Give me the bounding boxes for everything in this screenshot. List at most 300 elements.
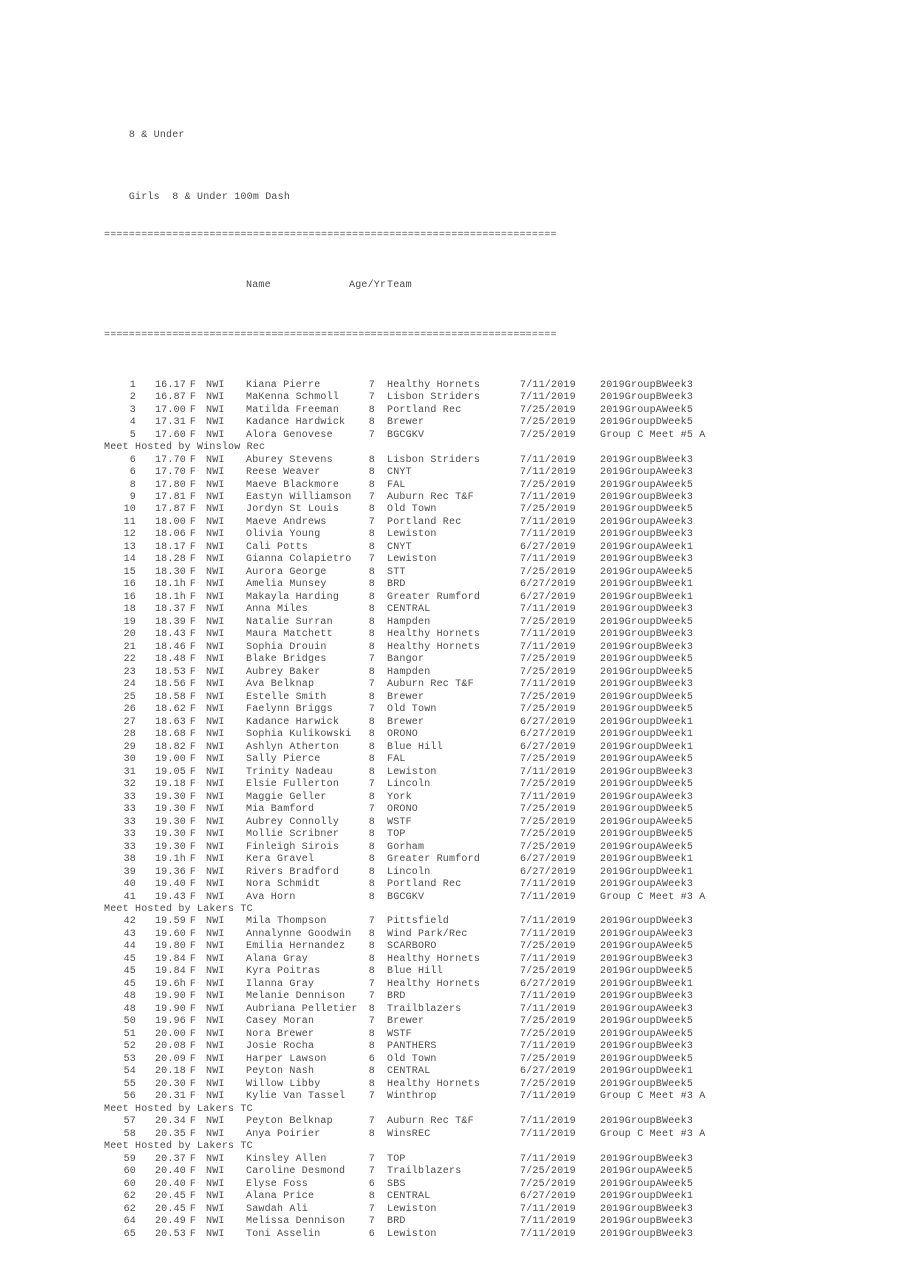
cell-wind: NWI xyxy=(206,1203,225,1215)
cell-meet: 2019GroupBWeek3 xyxy=(600,1203,694,1215)
cell-place: 26 xyxy=(123,704,136,716)
cell-team: Lisbon Striders xyxy=(387,392,481,404)
cell-flag: F xyxy=(189,604,197,616)
cell-date: 7/25/2019 xyxy=(520,417,576,429)
cell-meet: 2019GroupBWeek3 xyxy=(600,1041,694,1053)
table-row xyxy=(104,792,804,804)
table-row xyxy=(104,1041,804,1053)
cell-wind: NWI xyxy=(206,1091,225,1103)
cell-date: 7/25/2019 xyxy=(520,1078,576,1090)
cell-athlete-name: Natalie Surran xyxy=(246,616,333,628)
cell-athlete-name: Sawdah Ali xyxy=(246,1203,309,1215)
cell-athlete-name: Sally Pierce xyxy=(246,754,321,766)
cell-mark: 20.45 xyxy=(154,1191,186,1203)
cell-age: 8 xyxy=(368,629,375,641)
cell-wind: NWI xyxy=(206,841,225,853)
cell-athlete-name: Harper Lawson xyxy=(246,1053,327,1065)
cell-flag: F xyxy=(189,591,197,603)
cell-team: Winthrop xyxy=(387,1091,437,1103)
cell-age: 8 xyxy=(368,1128,375,1140)
cell-meet: 2019GroupBWeek3 xyxy=(600,679,694,691)
cell-mark: 19.43 xyxy=(154,891,186,903)
cell-mark: 18.46 xyxy=(154,641,186,653)
cell-team: Brewer xyxy=(387,1016,425,1028)
table-row xyxy=(104,529,804,541)
cell-date: 7/11/2019 xyxy=(520,641,576,653)
cell-athlete-name: Olivia Young xyxy=(246,529,321,541)
cell-athlete-name: Faelynn Briggs xyxy=(246,704,333,716)
cell-mark: 19.96 xyxy=(154,1016,186,1028)
cell-age: 7 xyxy=(368,804,375,816)
table-row xyxy=(104,1091,804,1103)
cell-meet: 2019GroupAWeek5 xyxy=(600,1028,694,1040)
cell-age: 8 xyxy=(368,529,375,541)
cell-meet: 2019GroupDWeek3 xyxy=(600,916,694,928)
cell-wind: NWI xyxy=(206,392,225,404)
cell-flag: F xyxy=(189,766,197,778)
cell-place: 11 xyxy=(123,516,136,528)
table-row xyxy=(104,417,804,429)
cell-flag: F xyxy=(189,666,197,678)
cell-athlete-name: MaKenna Schmoll xyxy=(246,392,340,404)
table-row xyxy=(104,854,804,866)
cell-team: CNYT xyxy=(387,541,412,553)
table-row xyxy=(104,492,804,504)
cell-mark: 17.70 xyxy=(154,467,186,479)
table-row xyxy=(104,966,804,978)
table-row xyxy=(104,592,804,604)
cell-mark: 17.00 xyxy=(154,404,186,416)
table-row xyxy=(104,629,804,641)
cell-date: 7/25/2019 xyxy=(520,754,576,766)
table-row xyxy=(104,867,804,879)
cell-wind: NWI xyxy=(206,1191,225,1203)
cell-athlete-name: Emilia Hernandez xyxy=(246,941,346,953)
cell-age: 7 xyxy=(368,492,375,503)
table-row xyxy=(104,667,804,679)
table-row xyxy=(104,504,804,516)
cell-mark: 20.09 xyxy=(154,1053,186,1065)
cell-date: 7/11/2019 xyxy=(520,1153,576,1165)
cell-wind: NWI xyxy=(206,1066,225,1078)
cell-place: 60 xyxy=(123,1178,136,1190)
cell-date: 6/27/2019 xyxy=(520,854,576,866)
cell-mark: 18.00 xyxy=(154,516,186,528)
cell-athlete-name: Kyra Poitras xyxy=(246,966,321,978)
cell-flag: F xyxy=(189,492,197,503)
cell-place: 15 xyxy=(123,566,136,578)
cell-mark: 19.6h xyxy=(154,978,186,990)
cell-wind: NWI xyxy=(206,579,225,591)
cell-wind: NWI xyxy=(206,1128,225,1140)
cell-place: 3 xyxy=(129,404,136,416)
cell-date: 7/25/2019 xyxy=(520,779,576,791)
cell-athlete-name: Gianna Colapietro xyxy=(246,554,352,566)
cell-place: 4 xyxy=(129,417,136,429)
cell-age: 8 xyxy=(368,841,375,853)
cell-team: Trailblazers xyxy=(387,1003,462,1015)
cell-meet: 2019GroupBWeek5 xyxy=(600,829,694,841)
cell-flag: F xyxy=(189,879,197,891)
column-header-name: Name xyxy=(246,279,271,291)
cell-athlete-name: Aburey Stevens xyxy=(246,454,333,466)
cell-date: 7/25/2019 xyxy=(520,1016,576,1028)
cell-athlete-name: Peyton Nash xyxy=(246,1066,315,1078)
cell-age: 7 xyxy=(368,1153,375,1165)
table-row xyxy=(104,392,804,404)
cell-wind: NWI xyxy=(206,679,225,691)
cell-mark: 18.39 xyxy=(154,616,186,628)
cell-meet: 2019GroupAWeek5 xyxy=(600,841,694,853)
cell-place: 18 xyxy=(123,604,136,616)
table-row xyxy=(104,817,804,829)
cell-meet: 2019GroupBWeek1 xyxy=(600,591,694,603)
table-row xyxy=(104,1216,804,1228)
cell-wind: NWI xyxy=(206,666,225,678)
cell-age: 6 xyxy=(368,1178,375,1190)
cell-place: 31 xyxy=(123,766,136,778)
cell-team: SCARBORO xyxy=(387,941,437,953)
cell-wind: NWI xyxy=(206,654,225,666)
cell-age: 8 xyxy=(368,1028,375,1040)
cell-meet: 2019GroupDWeek1 xyxy=(600,866,694,878)
cell-wind: NWI xyxy=(206,492,225,503)
table-row xyxy=(104,717,804,729)
cell-date: 6/27/2019 xyxy=(520,978,576,990)
cell-flag: F xyxy=(189,1003,197,1015)
cell-age: 7 xyxy=(368,679,375,691)
cell-mark: 20.40 xyxy=(154,1166,186,1178)
cell-date: 7/25/2019 xyxy=(520,429,576,441)
cell-date: 7/25/2019 xyxy=(520,566,576,578)
cell-date: 7/11/2019 xyxy=(520,454,576,466)
cell-date: 6/27/2019 xyxy=(520,716,576,728)
cell-place: 39 xyxy=(123,866,136,878)
cell-date: 7/11/2019 xyxy=(520,1003,576,1015)
table-row xyxy=(104,929,804,941)
cell-meet: 2019GroupBWeek3 xyxy=(600,529,694,541)
cell-meet: 2019GroupDWeek5 xyxy=(600,966,694,978)
cell-age: 8 xyxy=(368,866,375,878)
cell-date: 7/11/2019 xyxy=(520,1228,576,1240)
cell-date: 6/27/2019 xyxy=(520,1191,576,1203)
cell-team: Hampden xyxy=(387,666,431,678)
cell-place: 30 xyxy=(123,754,136,766)
cell-place: 12 xyxy=(123,529,136,541)
cell-meet: 2019GroupAWeek5 xyxy=(600,1166,694,1178)
cell-team: PANTHERS xyxy=(387,1041,437,1053)
cell-team: Lewiston xyxy=(387,1228,437,1240)
cell-flag: F xyxy=(189,429,197,441)
cell-mark: 19.30 xyxy=(154,816,186,828)
cell-place: 16 xyxy=(123,579,136,591)
cell-place: 27 xyxy=(123,716,136,728)
cell-team: ORONO xyxy=(387,804,419,816)
cell-mark: 20.53 xyxy=(154,1228,186,1240)
table-row xyxy=(104,1229,804,1241)
cell-mark: 18.37 xyxy=(154,604,186,616)
cell-wind: NWI xyxy=(206,1078,225,1090)
meet-host-note: Meet Hosted by Winslow Rec xyxy=(104,442,266,454)
event-title: Girls 8 & Under 100m Dash xyxy=(128,192,291,204)
cell-team: BRD xyxy=(387,579,406,591)
cell-athlete-name: Ilanna Gray xyxy=(246,978,315,990)
cell-mark: 19.30 xyxy=(154,804,186,816)
cell-athlete-name: Kylie Van Tassel xyxy=(246,1091,346,1103)
cell-wind: NWI xyxy=(206,866,225,878)
cell-date: 7/11/2019 xyxy=(520,604,576,616)
column-header-age: Age/Yr xyxy=(349,279,387,291)
table-row xyxy=(104,617,804,629)
cell-flag: F xyxy=(189,1028,197,1040)
cell-place: 45 xyxy=(123,953,136,965)
cell-mark: 18.1h xyxy=(154,579,186,591)
table-row xyxy=(104,941,804,953)
cell-flag: F xyxy=(189,554,197,566)
cell-wind: NWI xyxy=(206,953,225,965)
cell-athlete-name: Melanie Dennison xyxy=(246,991,346,1003)
cell-wind: NWI xyxy=(206,529,225,541)
cell-meet: 2019GroupAWeek3 xyxy=(600,516,694,528)
cell-place: 50 xyxy=(123,1016,136,1028)
cell-meet: 2019GroupDWeek5 xyxy=(600,666,694,678)
cell-flag: F xyxy=(189,1228,197,1240)
table-row xyxy=(104,742,804,754)
cell-wind: NWI xyxy=(206,467,225,479)
cell-athlete-name: Ava Belknap xyxy=(246,679,315,691)
cell-meet: 2019GroupAWeek5 xyxy=(600,754,694,766)
cell-team: Blue Hill xyxy=(387,741,443,753)
cell-flag: F xyxy=(189,916,197,928)
cell-wind: NWI xyxy=(206,1116,225,1128)
cell-athlete-name: Blake Bridges xyxy=(246,654,327,666)
cell-age: 8 xyxy=(368,591,375,603)
cell-mark: 17.31 xyxy=(154,417,186,429)
cell-flag: F xyxy=(189,616,197,628)
cell-athlete-name: Rivers Bradford xyxy=(246,866,340,878)
cell-mark: 19.84 xyxy=(154,953,186,965)
cell-meet: 2019GroupBWeek3 xyxy=(600,379,694,391)
cell-athlete-name: Eastyn Williamson xyxy=(246,492,352,503)
cell-mark: 18.82 xyxy=(154,741,186,753)
cell-place: 60 xyxy=(123,1166,136,1178)
cell-date: 6/27/2019 xyxy=(520,729,576,741)
cell-mark: 19.80 xyxy=(154,941,186,953)
cell-athlete-name: Matilda Freeman xyxy=(246,404,340,416)
table-row xyxy=(104,679,804,691)
cell-team: Pittsfield xyxy=(387,916,450,928)
cell-team: Lisbon Striders xyxy=(387,454,481,466)
cell-age: 8 xyxy=(368,616,375,628)
cell-date: 6/27/2019 xyxy=(520,579,576,591)
cell-athlete-name: Aubriana Pelletier xyxy=(246,1003,358,1015)
cell-date: 7/11/2019 xyxy=(520,1041,576,1053)
cell-team: Healthy Hornets xyxy=(387,978,481,990)
table-row xyxy=(104,1029,804,1041)
cell-athlete-name: Peyton Belknap xyxy=(246,1116,333,1128)
cell-age: 8 xyxy=(368,641,375,653)
cell-wind: NWI xyxy=(206,1041,225,1053)
cell-mark: 20.45 xyxy=(154,1203,186,1215)
cell-age: 8 xyxy=(368,879,375,891)
table-row xyxy=(104,1016,804,1028)
cell-mark: 20.18 xyxy=(154,1066,186,1078)
cell-mark: 19.60 xyxy=(154,928,186,940)
cell-team: Greater Rumford xyxy=(387,854,481,866)
cell-team: CNYT xyxy=(387,467,412,479)
cell-age: 7 xyxy=(368,379,375,391)
cell-place: 33 xyxy=(123,804,136,816)
cell-team: STT xyxy=(387,566,406,578)
cell-meet: 2019GroupDWeek5 xyxy=(600,779,694,791)
cell-wind: NWI xyxy=(206,379,225,391)
cell-date: 7/11/2019 xyxy=(520,953,576,965)
table-row xyxy=(104,829,804,841)
cell-team: Lewiston xyxy=(387,529,437,541)
cell-mark: 18.48 xyxy=(154,654,186,666)
cell-date: 7/25/2019 xyxy=(520,479,576,491)
cell-age: 8 xyxy=(368,716,375,728)
cell-mark: 19.30 xyxy=(154,829,186,841)
cell-team: CENTRAL xyxy=(387,604,431,616)
cell-team: TOP xyxy=(387,1153,406,1165)
cell-place: 48 xyxy=(123,991,136,1003)
cell-meet: 2019GroupBWeek3 xyxy=(600,454,694,466)
cell-mark: 18.62 xyxy=(154,704,186,716)
cell-flag: F xyxy=(189,467,197,479)
cell-date: 7/25/2019 xyxy=(520,966,576,978)
cell-place: 8 xyxy=(129,479,136,491)
table-row xyxy=(104,1166,804,1178)
cell-mark: 18.28 xyxy=(154,554,186,566)
cell-flag: F xyxy=(189,729,197,741)
cell-wind: NWI xyxy=(206,941,225,953)
cell-team: WinsREC xyxy=(387,1128,431,1140)
cell-age: 7 xyxy=(368,991,375,1003)
cell-athlete-name: Aubrey Connolly xyxy=(246,816,340,828)
cell-age: 8 xyxy=(368,541,375,553)
table-row xyxy=(104,430,804,442)
cell-flag: F xyxy=(189,1216,197,1228)
cell-meet: 2019GroupDWeek5 xyxy=(600,654,694,666)
cell-age: 7 xyxy=(368,1166,375,1178)
cell-date: 7/25/2019 xyxy=(520,804,576,816)
cell-team: Auburn Rec T&F xyxy=(387,1116,474,1128)
cell-mark: 18.63 xyxy=(154,716,186,728)
cell-athlete-name: Estelle Smith xyxy=(246,691,327,703)
cell-place: 48 xyxy=(123,1003,136,1015)
cell-athlete-name: Mila Thompson xyxy=(246,916,327,928)
cell-athlete-name: Reese Weaver xyxy=(246,467,321,479)
cell-mark: 18.68 xyxy=(154,729,186,741)
cell-age: 8 xyxy=(368,566,375,578)
cell-date: 7/11/2019 xyxy=(520,928,576,940)
cell-wind: NWI xyxy=(206,879,225,891)
cell-flag: F xyxy=(189,928,197,940)
cell-flag: F xyxy=(189,978,197,990)
cell-flag: F xyxy=(189,479,197,491)
cell-place: 54 xyxy=(123,1066,136,1078)
cell-athlete-name: Kadance Hardwick xyxy=(246,417,346,429)
table-row xyxy=(104,455,804,467)
cell-athlete-name: Alora Genovese xyxy=(246,429,333,441)
cell-date: 6/27/2019 xyxy=(520,866,576,878)
cell-flag: F xyxy=(189,392,197,404)
cell-meet: 2019GroupAWeek3 xyxy=(600,879,694,891)
cell-place: 28 xyxy=(123,729,136,741)
cell-date: 7/25/2019 xyxy=(520,816,576,828)
cell-wind: NWI xyxy=(206,417,225,429)
table-row xyxy=(104,642,804,654)
cell-wind: NWI xyxy=(206,691,225,703)
cell-date: 7/11/2019 xyxy=(520,1116,576,1128)
cell-team: Brewer xyxy=(387,691,425,703)
cell-place: 6 xyxy=(129,454,136,466)
table-row xyxy=(104,704,804,716)
cell-flag: F xyxy=(189,579,197,591)
cell-place: 20 xyxy=(123,629,136,641)
cell-meet: 2019GroupAWeek3 xyxy=(600,791,694,803)
cell-mark: 18.17 xyxy=(154,541,186,553)
cell-place: 56 xyxy=(123,1091,136,1103)
cell-meet: 2019GroupBWeek3 xyxy=(600,629,694,641)
cell-age: 8 xyxy=(368,791,375,803)
cell-wind: NWI xyxy=(206,1228,225,1240)
cell-place: 24 xyxy=(123,679,136,691)
cell-team: Brewer xyxy=(387,716,425,728)
cell-wind: NWI xyxy=(206,991,225,1003)
cell-flag: F xyxy=(189,654,197,666)
cell-age: 7 xyxy=(368,1016,375,1028)
cell-age: 7 xyxy=(368,654,375,666)
cell-place: 58 xyxy=(123,1128,136,1140)
cell-age: 8 xyxy=(368,404,375,416)
cell-place: 19 xyxy=(123,616,136,628)
cell-mark: 18.56 xyxy=(154,679,186,691)
cell-age: 8 xyxy=(368,966,375,978)
cell-flag: F xyxy=(189,1066,197,1078)
cell-athlete-name: Jordyn St Louis xyxy=(246,504,340,516)
cell-age: 8 xyxy=(368,1003,375,1015)
table-row xyxy=(104,517,804,529)
cell-team: Old Town xyxy=(387,1053,437,1065)
table-row xyxy=(104,879,804,891)
cell-mark: 20.30 xyxy=(154,1078,186,1090)
cell-wind: NWI xyxy=(206,516,225,528)
cell-date: 7/11/2019 xyxy=(520,879,576,891)
cell-meet: 2019GroupAWeek3 xyxy=(600,1003,694,1015)
cell-age: 8 xyxy=(368,604,375,616)
cell-team: Wind Park/Rec xyxy=(387,928,468,940)
cell-wind: NWI xyxy=(206,716,225,728)
cell-flag: F xyxy=(189,1153,197,1165)
cell-date: 7/11/2019 xyxy=(520,1128,576,1140)
cell-athlete-name: Maggie Geller xyxy=(246,791,327,803)
cell-wind: NWI xyxy=(206,541,225,553)
cell-date: 7/11/2019 xyxy=(520,916,576,928)
cell-age: 8 xyxy=(368,766,375,778)
cell-mark: 20.49 xyxy=(154,1216,186,1228)
cell-place: 29 xyxy=(123,741,136,753)
cell-wind: NWI xyxy=(206,1053,225,1065)
cell-date: 7/25/2019 xyxy=(520,1028,576,1040)
cell-flag: F xyxy=(189,454,197,466)
table-row xyxy=(104,954,804,966)
cell-meet: 2019GroupBWeek3 xyxy=(600,554,694,566)
cell-meet: 2019GroupDWeek1 xyxy=(600,1066,694,1078)
cell-team: Lincoln xyxy=(387,866,431,878)
cell-flag: F xyxy=(189,379,197,391)
